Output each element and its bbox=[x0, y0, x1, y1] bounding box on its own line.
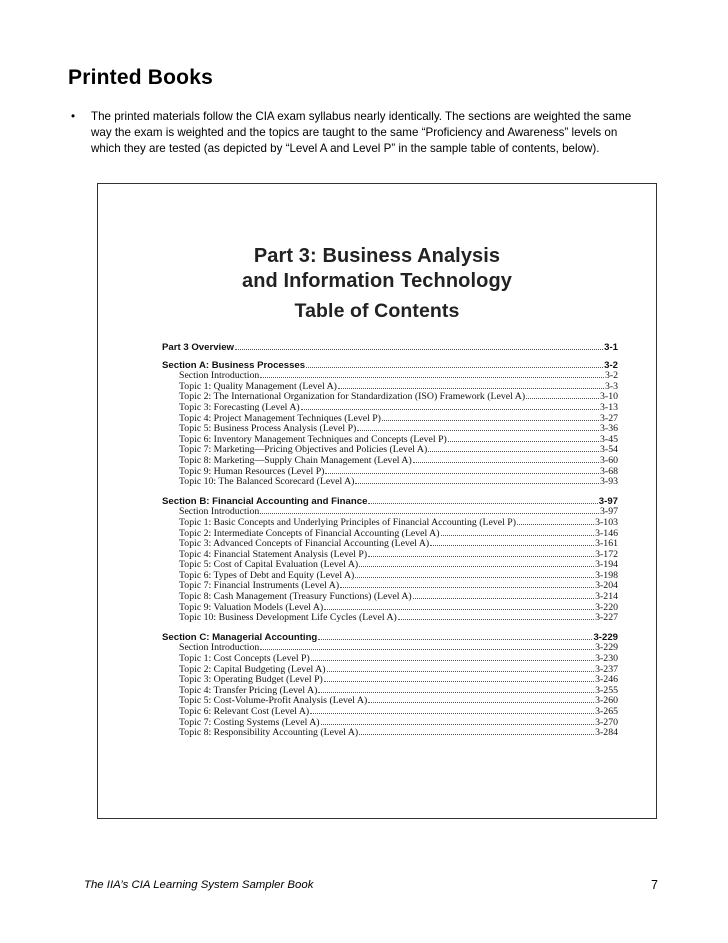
dot-leader bbox=[355, 570, 594, 578]
sample-toc-image bbox=[97, 183, 657, 819]
toc-entry-page: 3-265 bbox=[595, 706, 618, 717]
toc-entry-page: 3-214 bbox=[595, 591, 618, 603]
bullet-line: way the exam is weighted and the topics are taught to the same “Proficiency and Awareness” levels on bbox=[91, 126, 618, 139]
toc-entry-title: Topic 1: Basic Concepts and Underlying Principles of Financial Accounting (Level P) bbox=[179, 516, 516, 528]
toc-entry-title: Topic 7: Costing Systems (Level A) bbox=[179, 716, 320, 728]
toc-entry-title: Topic 5: Cost of Capital Evaluation (Level A) bbox=[179, 559, 359, 571]
toc-entry-title: Topic 6: Types of Debt and Equity (Level A) bbox=[179, 569, 355, 581]
dot-leader bbox=[311, 653, 594, 661]
toc-entry-title: Topic 1: Quality Management (Level A) bbox=[179, 380, 337, 392]
toc-topic-row bbox=[162, 444, 618, 455]
toc-topic-row bbox=[162, 476, 618, 487]
dot-leader bbox=[235, 342, 603, 350]
toc-entry-page: 3-230 bbox=[595, 653, 618, 665]
toc-topic-row bbox=[162, 517, 618, 528]
toc-entry-title: Topic 6: Inventory Management Techniques and Concepts (Level P) bbox=[179, 433, 447, 445]
toc-section-row bbox=[162, 360, 618, 371]
toc-entry-title: Section Introduction bbox=[179, 506, 260, 518]
dot-leader bbox=[413, 455, 599, 463]
dot-leader bbox=[325, 466, 599, 474]
toc-entry-title: Topic 5: Business Process Analysis (Level P) bbox=[179, 423, 357, 435]
toc-topic-row bbox=[162, 466, 618, 477]
toc-entry-page: 3-68 bbox=[600, 465, 618, 477]
toc-entry-title: Topic 2: Capital Budgeting (Level A) bbox=[179, 663, 326, 675]
toc-topic-row bbox=[162, 727, 618, 738]
toc-topic-row bbox=[162, 413, 618, 424]
toc-topic-row bbox=[162, 391, 618, 402]
dot-leader bbox=[321, 717, 595, 725]
toc-topic-row bbox=[162, 402, 618, 413]
bullet-line: The printed materials follow the CIA exam syllabus nearly identically. The sections are weighted the same bbox=[91, 110, 632, 123]
bullet-text bbox=[91, 109, 671, 157]
toc-topic-row bbox=[162, 570, 618, 581]
toc-entry-title: Topic 7: Financial Instruments (Level A) bbox=[179, 580, 340, 592]
toc-topic-row bbox=[162, 695, 618, 706]
toc-section-row bbox=[162, 496, 618, 507]
dot-leader bbox=[260, 370, 604, 378]
toc-entry-title: Topic 10: Business Development Life Cycles (Level A) bbox=[179, 612, 397, 624]
dot-leader bbox=[318, 632, 592, 640]
dot-leader bbox=[327, 664, 595, 672]
toc-topic-row bbox=[162, 717, 618, 728]
toc-entry-page: 3-97 bbox=[600, 506, 618, 518]
toc-entry-page: 3-229 bbox=[595, 642, 618, 654]
figure-toc-heading: Table of Contents bbox=[294, 300, 460, 322]
toc-entry-title: Topic 3: Operating Budget (Level P) bbox=[179, 674, 323, 686]
toc-entry-title: Topic 4: Project Management Techniques (Level P) bbox=[179, 412, 381, 424]
toc-entry-title: Section A: Business Processes bbox=[162, 359, 306, 371]
toc-topic-row bbox=[162, 549, 618, 560]
toc-entry-title: Topic 2: Intermediate Concepts of Financial Accounting (Level A) bbox=[179, 527, 440, 539]
table-of-contents bbox=[162, 342, 618, 738]
dot-leader bbox=[368, 496, 597, 504]
dot-leader bbox=[359, 559, 594, 567]
toc-entry-title: Section B: Financial Accounting and Finance bbox=[162, 495, 368, 507]
dot-leader bbox=[368, 695, 594, 703]
toc-entry-page: 3-146 bbox=[595, 527, 618, 539]
toc-entry-title: Section Introduction bbox=[179, 642, 260, 654]
toc-entry-page: 3-220 bbox=[595, 601, 618, 613]
dot-leader bbox=[324, 674, 594, 682]
toc-entry-page: 3-229 bbox=[593, 631, 618, 643]
toc-entry-title: Topic 5: Cost-Volume-Profit Analysis (Level A) bbox=[179, 695, 368, 707]
toc-entry-title: Part 3 Overview bbox=[162, 342, 234, 353]
toc-topic-row bbox=[162, 653, 618, 664]
toc-topic-row bbox=[162, 455, 618, 466]
toc-entry-title: Topic 4: Transfer Pricing (Level A) bbox=[179, 684, 318, 696]
toc-entry-title: Topic 8: Cash Management (Treasury Functions) (Level A) bbox=[179, 591, 412, 603]
toc-entry-page: 3-270 bbox=[595, 716, 618, 728]
toc-section-row bbox=[162, 632, 618, 643]
toc-entry-page: 3-194 bbox=[595, 559, 618, 571]
toc-entry-page: 3-204 bbox=[595, 580, 618, 592]
toc-topic-row bbox=[162, 528, 618, 539]
toc-entry-title: Topic 9: Valuation Models (Level A) bbox=[179, 601, 324, 613]
dot-leader bbox=[260, 506, 599, 514]
toc-entry-page: 3-1 bbox=[604, 342, 618, 353]
toc-entry-page: 3-27 bbox=[600, 412, 618, 424]
dot-leader bbox=[340, 580, 594, 588]
toc-entry-page: 3-13 bbox=[600, 401, 618, 413]
dot-leader bbox=[368, 549, 594, 557]
toc-topic-row bbox=[162, 434, 618, 445]
toc-topic-row bbox=[162, 381, 618, 392]
toc-spacer bbox=[162, 487, 618, 496]
toc-entry-page: 3-255 bbox=[595, 684, 618, 696]
dot-leader bbox=[517, 517, 594, 525]
dot-leader bbox=[338, 381, 604, 389]
page-heading: Printed Books bbox=[68, 66, 213, 89]
toc-entry-page: 3-54 bbox=[600, 444, 618, 456]
toc-topic-row bbox=[162, 706, 618, 717]
toc-entry-page: 3-97 bbox=[598, 495, 618, 507]
footer-page-number: 7 bbox=[651, 878, 658, 892]
toc-topic-row bbox=[162, 685, 618, 696]
dot-leader bbox=[357, 423, 599, 431]
dot-leader bbox=[260, 642, 594, 650]
toc-entry-title: Section C: Managerial Accounting bbox=[162, 631, 318, 643]
toc-topic-row bbox=[162, 591, 618, 602]
toc-entry-page: 3-237 bbox=[595, 663, 618, 675]
toc-entry-title: Topic 1: Cost Concepts (Level P) bbox=[179, 653, 310, 665]
dot-leader bbox=[413, 591, 594, 599]
toc-entry-page: 3-60 bbox=[600, 454, 618, 466]
toc-entry-page: 3-260 bbox=[595, 695, 618, 707]
toc-entry-page: 3-2 bbox=[604, 370, 618, 382]
toc-entry-page: 3-198 bbox=[595, 569, 618, 581]
toc-entry-page: 3-103 bbox=[595, 516, 618, 528]
toc-entry-page: 3-246 bbox=[595, 674, 618, 686]
dot-leader bbox=[306, 360, 603, 368]
dot-leader bbox=[441, 528, 595, 536]
dot-leader bbox=[430, 538, 594, 546]
toc-topic-row bbox=[162, 423, 618, 434]
toc-entry-page: 3-36 bbox=[600, 423, 618, 435]
toc-entry-title: Section Introduction bbox=[179, 370, 260, 382]
toc-entry-title: Topic 7: Marketing—Pricing Objectives and Policies (Level A) bbox=[179, 444, 428, 456]
toc-topic-row bbox=[162, 674, 618, 685]
dot-leader bbox=[318, 685, 594, 693]
dot-leader bbox=[382, 413, 599, 421]
toc-overview-row bbox=[162, 342, 618, 353]
toc-entry-page: 3-227 bbox=[595, 612, 618, 624]
dot-leader bbox=[398, 612, 594, 620]
dot-leader bbox=[310, 706, 594, 714]
toc-topic-row bbox=[162, 664, 618, 675]
toc-entry-page: 3-3 bbox=[604, 380, 618, 392]
toc-entry-title: Topic 6: Relevant Cost (Level A) bbox=[179, 706, 310, 717]
footer-book-title: The IIA’s CIA Learning System Sampler Book bbox=[84, 879, 314, 891]
figure-title-line-1: Part 3: Business Analysis bbox=[253, 245, 501, 267]
toc-entry-title: Topic 3: Advanced Concepts of Financial Accounting (Level A) bbox=[179, 538, 430, 550]
dot-leader bbox=[301, 402, 599, 410]
toc-topic-row bbox=[162, 370, 618, 381]
toc-entry-page: 3-284 bbox=[595, 727, 618, 739]
toc-entry-page: 3-2 bbox=[604, 359, 618, 371]
bullet-line: which they are tested (as depicted by “Level A and Level P” in the sample table of contents, below). bbox=[91, 142, 600, 155]
toc-entry-page: 3-161 bbox=[595, 538, 618, 550]
toc-spacer bbox=[162, 353, 618, 360]
toc-entry-page: 3-10 bbox=[600, 391, 618, 403]
dot-leader bbox=[324, 602, 594, 610]
dot-leader bbox=[526, 391, 599, 399]
dot-leader bbox=[428, 444, 599, 452]
toc-entry-title: Topic 4: Financial Statement Analysis (Level P) bbox=[179, 548, 368, 560]
dot-leader bbox=[359, 727, 594, 735]
dot-leader bbox=[448, 434, 599, 442]
toc-topic-row bbox=[162, 559, 618, 570]
toc-entry-title: Topic 10: The Balanced Scorecard (Level A) bbox=[179, 476, 355, 488]
toc-entry-title: Topic 2: The International Organization for Standardization (ISO) Framework (Level A) bbox=[179, 391, 526, 403]
figure-title-line-2: and Information Technology bbox=[241, 270, 512, 292]
dot-leader bbox=[355, 476, 599, 484]
toc-topic-row bbox=[162, 538, 618, 549]
toc-entry-title: Topic 3: Forecasting (Level A) bbox=[179, 401, 300, 413]
toc-entry-title: Topic 8: Responsibility Accounting (Level A) bbox=[179, 727, 359, 739]
toc-entry-title: Topic 8: Marketing—Supply Chain Management (Level A) bbox=[179, 454, 412, 466]
toc-topic-row bbox=[162, 506, 618, 517]
toc-topic-row bbox=[162, 602, 618, 613]
bullet-symbol: • bbox=[70, 110, 76, 123]
toc-entry-page: 3-172 bbox=[595, 548, 618, 560]
toc-entry-page: 3-93 bbox=[600, 476, 618, 488]
toc-entry-title: Topic 9: Human Resources (Level P) bbox=[179, 465, 325, 477]
toc-topic-row bbox=[162, 612, 618, 623]
toc-topic-row bbox=[162, 642, 618, 653]
toc-spacer bbox=[162, 623, 618, 632]
toc-entry-page: 3-45 bbox=[600, 433, 618, 445]
toc-topic-row bbox=[162, 580, 618, 591]
